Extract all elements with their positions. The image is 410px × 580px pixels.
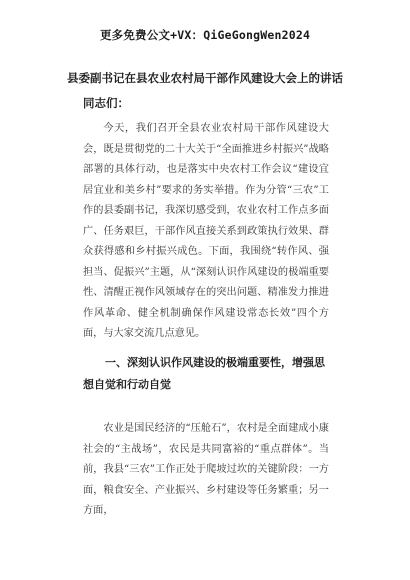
watermark-header: 更多免费公文+VX：QiGeGongWen2024 [99, 28, 311, 42]
body-paragraph-section-1: 农业是国民经济的“压舱石”，农村是全面建成小康社会的“主战场”，农民是共同富裕的“重点群体”。当前，我县“三农”工作正处于爬坡过坎的关键阶段：一方面，粮食安全、产业振兴、乡村建设等任务繁重；另一方面， [83, 423, 329, 516]
section-heading-1: 一、深刻认识作风建设的极端重要性，增强思想自觉和行动自觉 [83, 356, 325, 391]
document-title: 县委副书记在县农业农村局干部作风建设大会上的讲话 [67, 71, 343, 85]
salutation: 同志们： [83, 96, 129, 110]
body-paragraph-intro: 今天，我们召开全县农业农村局干部作风建设大会，既是贯彻党的二十大关于“全面推进乡村振兴”战略部署的具体行动，也是落实中央农村工作会议“建设宜居宜业和美乡村”要求的务实举措。作为分管“三农”工作的县委副书记，我深切感受到，农业农村工作点多面广、任务艰巨，干部作风直接关系到政策执行效果、群众获得感和乡村振兴成色。下面，我围绕“转作风、强担当、促振兴”主题，从“深刻认识作风建设的极端重要性、清醒正视作风领域存在的突出问题、精准发力推进作风革命、健全机制确保作风建设常态长效”四个方面，与大家交流几点意见。 [83, 123, 329, 339]
